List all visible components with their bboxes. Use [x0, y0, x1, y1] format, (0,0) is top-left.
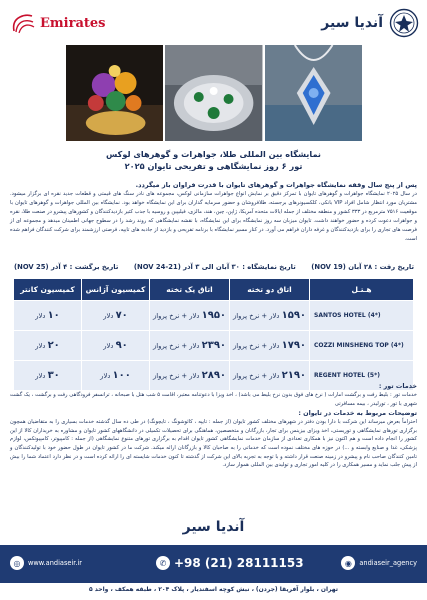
single-price: ۲۸۹۰: [201, 370, 227, 381]
double-price-suffix: دلار + نرخ پرواز: [232, 372, 280, 380]
intro-lead: پس از پنج سال وقفه نمایشگاه جواهرات و گوهرهای تایوان با قدرت فراوان باز میگردد.: [135, 181, 417, 189]
header-counter-commission: کمیسیون کانتر: [14, 279, 82, 301]
header-double-room: اتاق دو تخته: [230, 279, 310, 301]
notes-section: [10, 381, 417, 470]
airline-name: Emirates: [40, 15, 106, 31]
ring-gemstones-photo: [66, 45, 163, 141]
single-price: ۱۹۵۰: [201, 310, 227, 321]
agency-commission: ۱۰۰: [112, 370, 131, 381]
counter-commission: ۱۰: [47, 310, 60, 321]
return-date: تاریخ برگشت : ۴ آذر (25 NOV): [14, 263, 119, 271]
double-price-suffix: دلار + نرخ پرواز: [232, 312, 280, 320]
intro-body: در سال ۲۰۲۵ نمایشگاه جواهرات و گوهرهای تایوان با تمرکز دقیق بر نمایش انواع جواهرات سازمانی لوکس، مجموعه های نادر سنگ های قیمتی و قطعات جدید نقره ای برگزار میشود. مشتریان مورد انتظار شامل افراد VIP بانکی، کلکسیونرهای برجسته، طلافروشان و حضور سرمایه گذاران برای این نمایشگاه خواهد بود. نمایشگاه بین المللی جواهرات و گوهرهای تایوان با موقعیت ۷۵۱۶ مترمربع در ۳۳۳ کشور و منطقه مختلف از جمله ایالات متحده آمریکا، ژاپن، چین، هند، مالزی، فیلیپین و روسیه با جذب کثیر بازدیدکنندگان و کشورهای پیشرو در صنعت طلا، نقره و جواهرات دعوت کرده و حضور خواهند داشت. تایوان میزبان سه روز نمایشگاه برای این نمایشگاه، با نقشه نمایشگاهی که روند رشد را در سطوح جهانی اطمینان میدهد و مجموعه ای از فرصت های تجاری را برای بازدیدکنندگان و غرفه داران فراهم می آورد. در کنار مسیر نمایشگاه با برنامه تفریحی و بازدید از جاذبه های تایپه، فرصتی ارزشمند برای شرکت کنندگان فراهم شده است.: [10, 191, 417, 242]
double-price-cell: [230, 301, 310, 331]
header-hotel: هـتـل: [310, 279, 414, 301]
agency-commission-suffix: دلار: [100, 372, 111, 380]
footer-brand: [0, 516, 427, 535]
jewelry-display-photo: [165, 45, 262, 141]
double-price-suffix: دلار + نرخ پرواز: [232, 342, 280, 350]
instagram-link[interactable]: [341, 556, 417, 570]
single-price: ۲۳۹۰: [201, 340, 227, 351]
description-heading: توضیحات مربوط به خدمات در تایوان :: [298, 409, 417, 418]
counter-commission-suffix: دلار: [35, 372, 46, 380]
header: [0, 0, 427, 48]
hotel-stars: (5*): [367, 372, 380, 379]
hotel-name: SANTOS HOTEL: [314, 312, 366, 319]
services-heading: خدمات تور :: [378, 382, 417, 390]
phone-link[interactable]: [156, 556, 304, 570]
hotel-name: COZZI MINSHENG TOP: [314, 342, 389, 349]
table-header-row: [14, 279, 414, 301]
double-price: ۱۵۹۰: [281, 310, 307, 321]
hotel-name-cell: [310, 301, 414, 331]
website-link[interactable]: [10, 556, 82, 570]
agency-commission: ۷۰: [115, 310, 128, 321]
double-price-cell: [230, 331, 310, 361]
hotel-name: REGENT HOTEL: [314, 372, 366, 379]
hotel-stars: (4*): [367, 312, 381, 319]
globe-icon: ◎: [10, 556, 24, 570]
dates-row: [14, 263, 414, 271]
single-price-suffix: دلار + نرخ پرواز: [152, 342, 200, 350]
agency-commission-cell: [82, 301, 150, 331]
agency-commission: ۹۰: [115, 340, 128, 351]
single-price-cell: [150, 331, 230, 361]
header-agency-commission: کمیسیون آژانس: [82, 279, 150, 301]
emirates-emblem-icon: [10, 11, 36, 35]
footer-brand-name: آندیا سیر: [182, 519, 245, 535]
double-price: ۲۱۹۰: [281, 370, 307, 381]
brand-emblem-icon: [389, 8, 419, 38]
double-price: ۱۷۹۰: [281, 340, 307, 351]
header-single-room: اتاق یک تخته: [150, 279, 230, 301]
photo-strip: [66, 45, 362, 141]
address-text: تهران ، بلوار آفریقا (جردن) ، نبش کوچه اسفندیار ، پلاک ۲۰۴ ، طبقه همکف ، واحد ۵: [89, 586, 338, 593]
blue-pendant-photo: [265, 45, 362, 141]
counter-commission: ۳۰: [47, 370, 60, 381]
page-title: نمایشگاه بین المللی طلا، جواهرات و گوهرهای لوکس: [105, 149, 322, 159]
counter-commission-suffix: دلار: [35, 312, 46, 320]
agency-commission-cell: [82, 331, 150, 361]
services-text: خدمات تور : بلیط رفت و برگشت امارات ( نرخ های فوق بدون نرخ بلیط می باشد) ، اخذ ویزا با دعوتنامه معتبر، اقامت ۵ شب هتل با صبحانه ، ترانسفر فرودگاهی رفت و برگشت ، یک گشت شهری با تور ، تورلیدر ، بیمه مسافرتی: [10, 392, 417, 407]
single-price-suffix: دلار + نرخ پرواز: [152, 312, 200, 320]
footer-bar: [0, 545, 427, 583]
title-block: [10, 148, 417, 172]
counter-commission-suffix: دلار: [35, 342, 46, 350]
brand-name: آندیا سیر: [321, 15, 383, 31]
instagram-text: andiaseir_agency: [359, 559, 417, 567]
intro-section: [10, 180, 417, 244]
page-subtitle: تور ۶ روز نمایشگاهی و تفریحی تایوان ۲۰۲۵: [124, 161, 303, 171]
single-price-cell: [150, 301, 230, 331]
phone-text: +98 (21) 28111153: [174, 556, 304, 570]
price-table: [13, 278, 414, 391]
counter-commission-cell: [14, 331, 82, 361]
agency-commission-suffix: دلار: [103, 312, 114, 320]
single-price-suffix: دلار + نرخ پرواز: [152, 372, 200, 380]
hotel-name-cell: [310, 331, 414, 361]
agency-commission-suffix: دلار: [103, 342, 114, 350]
website-text: www.andiaseir.ir: [28, 559, 83, 567]
departure-date: تاریخ رفت : ۲۸ آبان (19 NOV): [311, 263, 414, 271]
hotel-stars: (4*): [390, 342, 404, 349]
brand-logo: [321, 8, 419, 38]
description-text: احتراماً بعرض میرساند این شرکت با دارا بودن دفتر در شهرهای مختلف کشور تایوان (از جمله : تایپه ، کائوشونگ ، تایچونگ) در طی ده سال گذشته خدمات بسیاری را به متقاضیان همچون برگزاری تورهای نمایشگاهی و توریستی، اخذ ویزای بیزینس برای تجار، بازرگانان و متخصصین، هماهنگی برای تحصیلات تکمیلی در دانشگاههای کشور تایوان و مشاوره به خریداران کالا از این کشور را انجام داده است و هم اکنون نیز با همکاری تعدادی از سازمان خدمات نمایشگاهی کشور تایوان اقدام به برگزاری تورهای متنوع نمایشگاهی (از جمله : کامپیوتر، کامپیوتکس، لوازم پزشکی، غذا و صنایع وابسته و ...) در حوزه های مختلف نموده است که خدماتی را به صاحبان کالا و بازرگانان ارائه میکند. شرکت ما در کشور تایوان در طول حضور خود با تولیدکنندگان و تامین کنندگان صاحب نام و پیشرو در زمینه صنعت قرار داشته و با توجه به تجربه بالای این شرکت از گذشته تا کنون خدمات شایسته ای را ارائه کرده است و در نظر دارد اعتماد شما را بیش از پیش جلب نماید و مسیر همکاری را در کلیه امور تجاری و تولیدی بین المللی هموار سازد.: [10, 419, 417, 469]
counter-commission-cell: [14, 301, 82, 331]
table-row: [14, 301, 414, 331]
table-row: [14, 331, 414, 361]
counter-commission: ۲۰: [47, 340, 60, 351]
airline-logo: [10, 11, 105, 35]
phone-icon: ✆: [156, 556, 170, 570]
instagram-icon: ◉: [341, 556, 355, 570]
exhibition-date: تاریخ نمایشگاه : ۳۰ آبان الی ۳ آذر (21-24 NOV): [133, 263, 296, 271]
